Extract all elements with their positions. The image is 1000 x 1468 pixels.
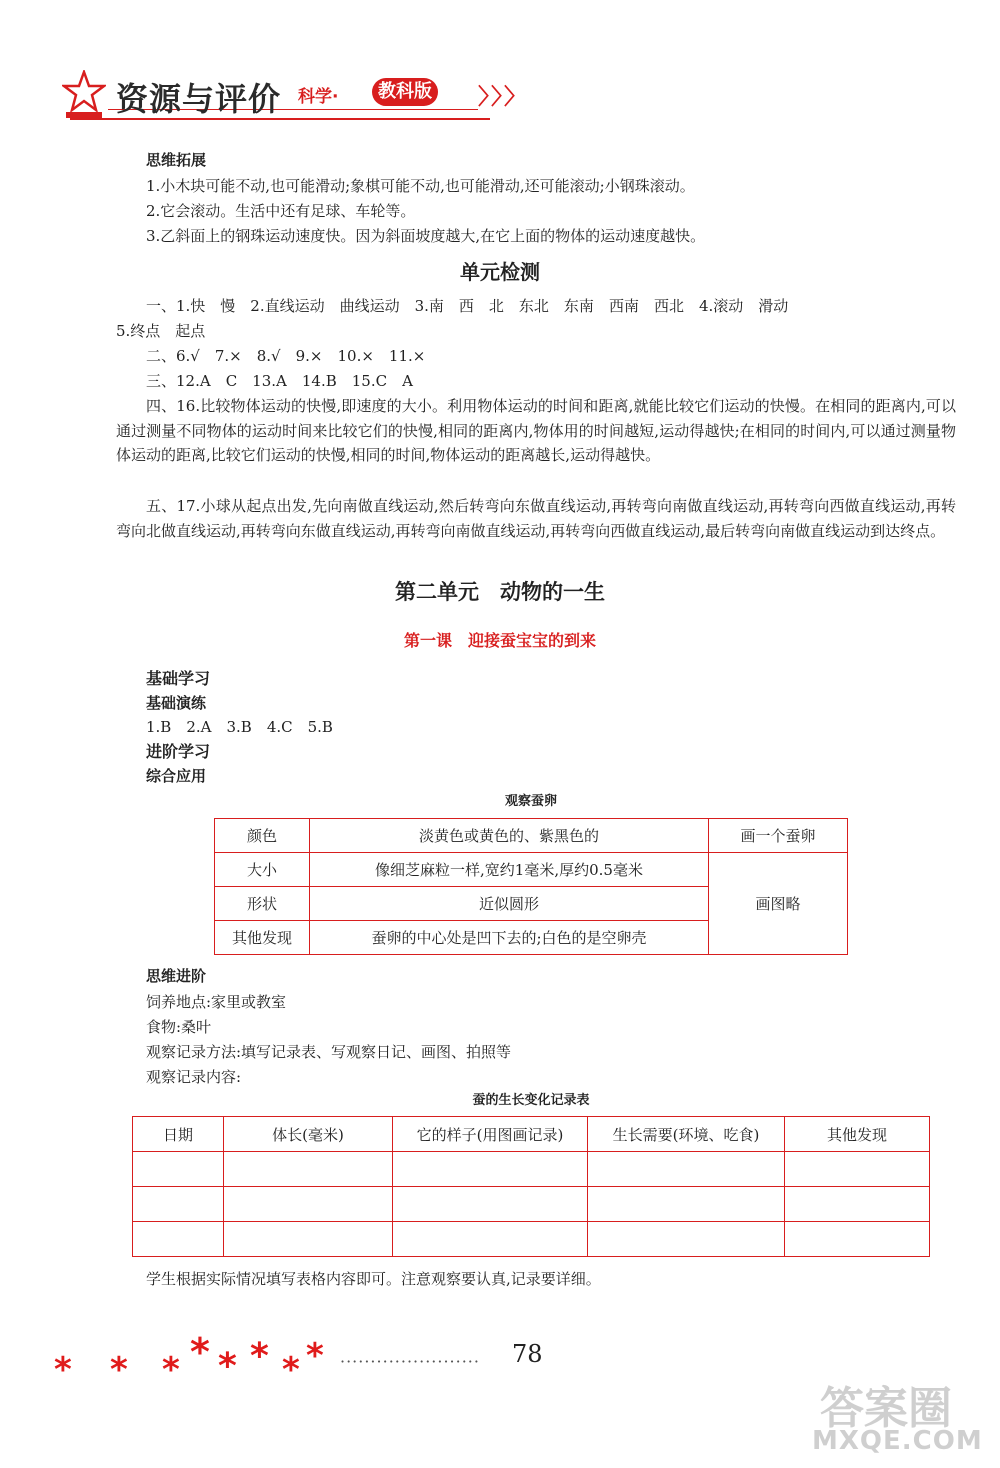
answer-line: 3.乙斜面上的钢珠运动速度快。因为斜面坡度越大,在它上面的物体的运动速度越快。 (146, 227, 706, 245)
table-header-cell: 体长(毫米) (224, 1117, 393, 1152)
table-row (133, 1222, 930, 1257)
decorative-star-icon: * (162, 1350, 180, 1390)
note-line: 学生根据实际情况填写表格内容即可。注意观察要认真,记录要详细。 (146, 1270, 601, 1288)
answer-paragraph: 五、17.小球从起点出发,先向南做直线运动,然后转弯向东做直线运动,再转弯向南做直线运动,再转弯向西做直线运动,再转弯向北做直线运动,再转弯向东做直线运动,再转弯向南做直线运动,再转弯向西做直线运动,最后转弯向南做直线运动到达终点。 (116, 497, 956, 540)
table-cell: 形状 (215, 887, 310, 921)
table-row (133, 1117, 930, 1152)
unit-test-title: 单元检测 (460, 260, 540, 284)
answer-line: 食物:桑叶 (146, 1018, 212, 1036)
answer-line: 饲养地点:家里或教室 (146, 993, 287, 1011)
table-cell: 蚕卵的中心处是凹下去的;白色的是空卵壳 (310, 921, 709, 955)
decorative-star-icon: * (250, 1336, 269, 1377)
decorative-star-icon: * (190, 1330, 210, 1374)
table-row (133, 1187, 930, 1222)
table-cell: 近似圆形 (310, 887, 709, 921)
answer-line: 观察记录内容: (146, 1068, 242, 1086)
table-cell: 像细芝麻粒一样,宽约1毫米,厚约0.5毫米 (310, 853, 709, 887)
answer-line: 三、12.A C 13.A 14.B 15.C A (146, 372, 413, 390)
section-heading-advanced: 进阶学习 (146, 742, 211, 761)
decorative-star-icon: * (54, 1350, 72, 1390)
decorative-star-icon: * (282, 1350, 300, 1390)
table-row (215, 853, 848, 887)
lesson-title: 第一课 迎接蚕宝宝的到来 (403, 631, 596, 650)
answer-line: 2.它会滚动。生活中还有足球、车轮等。 (146, 202, 416, 220)
decorative-star-icon: * (306, 1336, 324, 1376)
page-number: 78 (512, 1340, 543, 1368)
table-header-cell: 日期 (133, 1117, 224, 1152)
answer-paragraph: 四、16.比较物体运动的快慢,即速度的大小。利用物体运动的时间和距离,就能比较它们运动的快慢。在相同的距离内,可以通过测量不同物体的运动时间来比较它们的快慢,相同的距离内,物体用的时间越短,运动得越快;在相同的时间内,可以通过测量物体运动的距离,比较它们运动的快慢,相同的时间,物体运动的距离越长,运动得越快。 (116, 397, 956, 465)
header-arrows: 〉〉〉 (478, 85, 529, 110)
publisher-logo-icon (62, 70, 106, 120)
table1-caption: 观察蚕卵 (504, 794, 557, 809)
answer-line: 1.小木块可能不动,也可能滑动;象棋可能不动,也可能滑动,还可能滚动;小钢珠滚动。 (146, 177, 695, 195)
watermark-url: MXQE.COM (812, 1426, 983, 1456)
page-number-leader: ······················· (340, 1352, 480, 1371)
section-heading-thinking: 思维拓展 (146, 151, 207, 169)
section-heading-thinking-advanced: 思维进阶 (146, 967, 207, 985)
table-cell: 其他发现 (215, 921, 310, 955)
subheading-application: 综合应用 (146, 767, 207, 785)
table-cell: 颜色 (215, 819, 310, 853)
watermark-logo: 答案圈 (820, 1383, 952, 1434)
silkworm-growth-table (132, 1116, 930, 1257)
book-title: 资源与评价 (116, 80, 282, 118)
table-row (133, 1152, 930, 1187)
table-cell: 淡黄色或黄色的、紫黑色的 (310, 819, 709, 853)
answer-line: 1.B 2.A 3.B 4.C 5.B (146, 718, 333, 736)
table-header-cell: 生长需要(环境、吃食) (588, 1117, 785, 1152)
table-cell: 画一个蚕卵 (709, 819, 848, 853)
section-heading-basic: 基础学习 (146, 669, 211, 688)
table-row (215, 819, 848, 853)
answer-line: 观察记录方法:填写记录表、写观察日记、画图、拍照等 (146, 1043, 512, 1061)
decorative-star-icon: * (218, 1346, 237, 1387)
answer-line: 5.终点 起点 (116, 322, 206, 340)
silkworm-egg-table (214, 818, 848, 955)
table-header-cell: 它的样子(用图画记录) (393, 1117, 588, 1152)
header-divider (70, 118, 490, 120)
table-header-cell: 其他发现 (785, 1117, 930, 1152)
table2-caption: 蚕的生长变化记录表 (472, 1093, 590, 1108)
unit2-title: 第二单元 动物的一生 (395, 580, 605, 604)
edition-badge: 教科版 (372, 78, 438, 106)
answer-line: 二、6.√ 7.× 8.√ 9.× 10.× 11.× (146, 347, 426, 365)
answer-line: 一、1.快 慢 2.直线运动 曲线运动 3.南 西 北 东北 东南 西南 西北 4.滚动 滑动 (146, 297, 789, 315)
table-cell: 画图略 (709, 853, 848, 955)
subject-label: 科学· (298, 87, 339, 107)
subheading-basic-practice: 基础演练 (146, 694, 207, 712)
decorative-star-icon: * (110, 1350, 128, 1390)
table-cell: 大小 (215, 853, 310, 887)
